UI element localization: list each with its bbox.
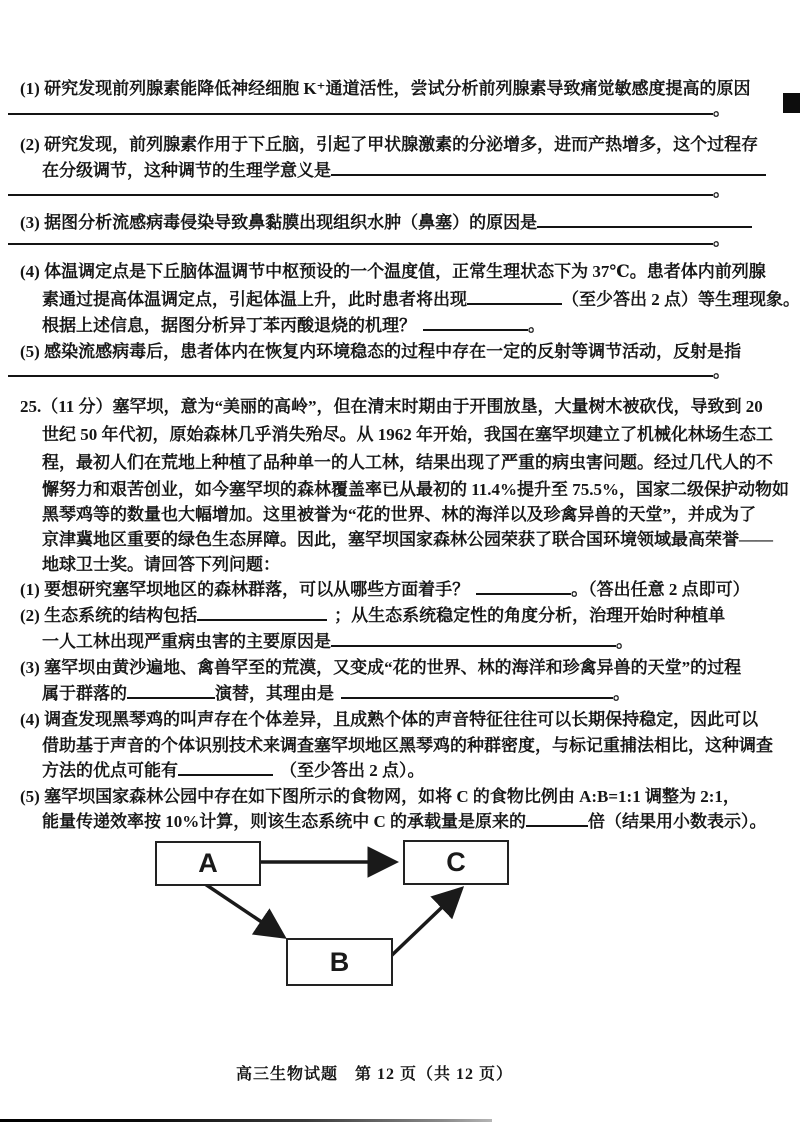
- period: 。: [713, 230, 730, 249]
- q25-sub4-line2: 借助基于声音的个体识别技术来调查塞罕坝地区黑琴鸡的种群密度，与标记重捕法相比，这种调查: [42, 736, 773, 755]
- q25-sub2-line2: [42, 629, 633, 655]
- q24-part2-line1: (2) 研究发现，前列腺素作用于下丘脑，引起了甲状腺激素的分泌增多，进而产热增多，这个过程存: [20, 135, 759, 154]
- node-b-label: B: [329, 946, 350, 977]
- q25-sub1-text2: 。（答出任意 2 点即可）: [571, 580, 750, 599]
- q24-part2-line2-text: 在分级调节，这种调节的生理学意义是: [42, 161, 331, 180]
- answer-blank: [331, 632, 616, 647]
- food-web-node-a: [155, 841, 261, 886]
- q25-sub2-line1-text1: (2) 生态系统的结构包括: [20, 606, 198, 625]
- q24-part4-line2-text2: （至少答出 2 点）等生理现象。: [562, 290, 800, 309]
- scan-artifact-black-box: [783, 93, 800, 113]
- q24-part5-answer-line: [8, 359, 730, 385]
- q25-intro-line5: 黑琴鸡等的数量也大幅增加。这里被誉为“花的世界、林的海洋以及珍禽异兽的天堂”，并成为了: [42, 505, 756, 524]
- q25-sub2-line2-text: 一人工林出现严重病虫害的主要原因是: [42, 632, 331, 651]
- q24-part4-line3: [42, 313, 545, 339]
- q25-sub2-line1-text2: ；从生态系统稳定性的角度分析，治理开始时种植单: [334, 606, 726, 625]
- arrow-b-to-c: [391, 891, 459, 956]
- q24-part4-line2-text1: 素通过提高体温调定点，引起体温上升，此时患者将出现: [42, 290, 467, 309]
- q24-part2-answer-line: [8, 178, 730, 204]
- food-web-node-b: [286, 938, 393, 986]
- q25-sub3-line2: [42, 681, 630, 707]
- period: 。: [613, 684, 630, 703]
- q25-intro-line6: 京津冀地区重要的绿色生态屏障。因此，塞罕坝国家森林公园荣获了联合国环境领域最高荣誉——: [42, 530, 773, 549]
- q24-part3-answer-line: [8, 227, 730, 253]
- q25-sub3-line2-text2: 演替，其理由是: [215, 684, 334, 703]
- answer-blank: [8, 230, 713, 245]
- q24-part5-line1: (5) 感染流感病毒后，患者体内在恢复内环境稳态的过程中存在一定的反射等调节活动，反射是指: [20, 342, 742, 361]
- q25-sub5-line2: [42, 809, 767, 835]
- answer-blank: [537, 213, 752, 228]
- q24-part3-line1-text: (3) 据图分析流感病毒侵染导致鼻黏膜出现组织水肿（鼻塞）的原因是: [20, 213, 538, 232]
- q25-sub4-line3-text1: 方法的优点可能有: [42, 761, 178, 780]
- answer-blank: [197, 606, 327, 621]
- answer-blank: [8, 362, 713, 377]
- page-footer: 高三生物试题 第 12 页（共 12 页）: [236, 1066, 514, 1083]
- period: 。: [713, 362, 730, 381]
- q25-sub1-text1: (1) 要想研究塞罕坝地区的森林群落，可以从哪些方面着手？: [20, 580, 470, 599]
- answer-blank: [178, 761, 273, 776]
- q25-sub5-line2-text2: 倍（结果用小数表示）。: [588, 812, 767, 831]
- answer-blank: [341, 684, 613, 699]
- q25-sub3-line1: (3) 塞罕坝由黄沙遍地、禽兽罕至的荒漠，又变成“花的世界、林的海洋和珍禽异兽的天堂”的过程: [20, 658, 742, 677]
- period: 。: [713, 100, 730, 119]
- scan-artifact-bottom-line: [0, 1119, 492, 1122]
- q25-sub4-line1: (4) 调查发现黑琴鸡的叫声存在个体差异，且成熟个体的声音特征往往可以长期保持稳定，因此可以: [20, 710, 759, 729]
- answer-blank: [8, 100, 713, 115]
- q25-sub5-line2-text1: 能量传递效率按 10%计算，则该生态系统中 C 的承载量是原来的: [42, 812, 527, 831]
- food-web-diagram: [0, 838, 800, 998]
- q25-intro-line4: 懈努力和艰苦创业，如今塞罕坝的森林覆盖率已从最初的 11.4%提升至 75.5%，国家二级保护动物如: [42, 480, 790, 499]
- q25-intro-line3: 程，最初人们在荒地上种植了品种单一的人工林，结果出现了严重的病虫害问题。经过几代人的不: [42, 453, 773, 472]
- q25-sub5-line1: (5) 塞罕坝国家森林公园中存在如下图所示的食物网，如将 C 的食物比例由 A:B=1:1 调整为 2:1，: [20, 787, 740, 806]
- answer-blank: [331, 161, 766, 176]
- q25-intro-line1: 25.（11 分）塞罕坝，意为“美丽的高岭”，但在清末时期由于开围放垦，大量树木被砍伐，导致到 20: [20, 397, 763, 416]
- answer-blank: [467, 290, 562, 305]
- node-c-label: C: [446, 847, 466, 877]
- q24-part1-line1: (1) 研究发现前列腺素能降低神经细胞 K⁺通道活性，尝试分析前列腺素导致痛觉敏感度提高的原因: [20, 79, 751, 98]
- q25-sub3-line2-text1: 属于群落的: [42, 684, 127, 703]
- q24-part4-line1: (4) 体温调定点是下丘脑体温调节中枢预设的一个温度值，正常生理状态下为 37℃。患者体内前列腺: [20, 262, 766, 281]
- answer-blank: [8, 181, 713, 196]
- answer-blank: [526, 812, 588, 827]
- node-a-label: A: [198, 848, 218, 878]
- answer-blank: [423, 316, 528, 331]
- arrow-a-to-b: [205, 884, 281, 935]
- period: 。: [616, 632, 633, 651]
- q25-sub4-line3-text2: （至少答出 2 点）。: [280, 761, 425, 780]
- q25-sub4-line3: [42, 758, 425, 784]
- q25-intro-line2: 世纪 50 年代初，原始森林几乎消失殆尽。从 1962 年开始，我国在塞罕坝建立了机械化林场生态工: [42, 425, 773, 444]
- food-web-node-c: [403, 840, 509, 885]
- q24-part1-answer-line: [8, 97, 730, 123]
- answer-blank: [476, 580, 571, 595]
- period: 。: [713, 181, 730, 200]
- q25-intro-line7: 地球卫士奖。请回答下列问题：: [42, 555, 280, 574]
- q25-sub2-line1: [20, 603, 725, 629]
- q24-part4-line3-text: 根据上述信息，据图分析异丁苯丙酸退烧的机理？: [42, 316, 416, 335]
- q24-part4-line2: [42, 287, 800, 313]
- period: 。: [528, 316, 545, 335]
- q25-sub1-line1: [20, 577, 750, 603]
- answer-blank: [127, 684, 215, 699]
- food-web-arrows: [0, 838, 800, 998]
